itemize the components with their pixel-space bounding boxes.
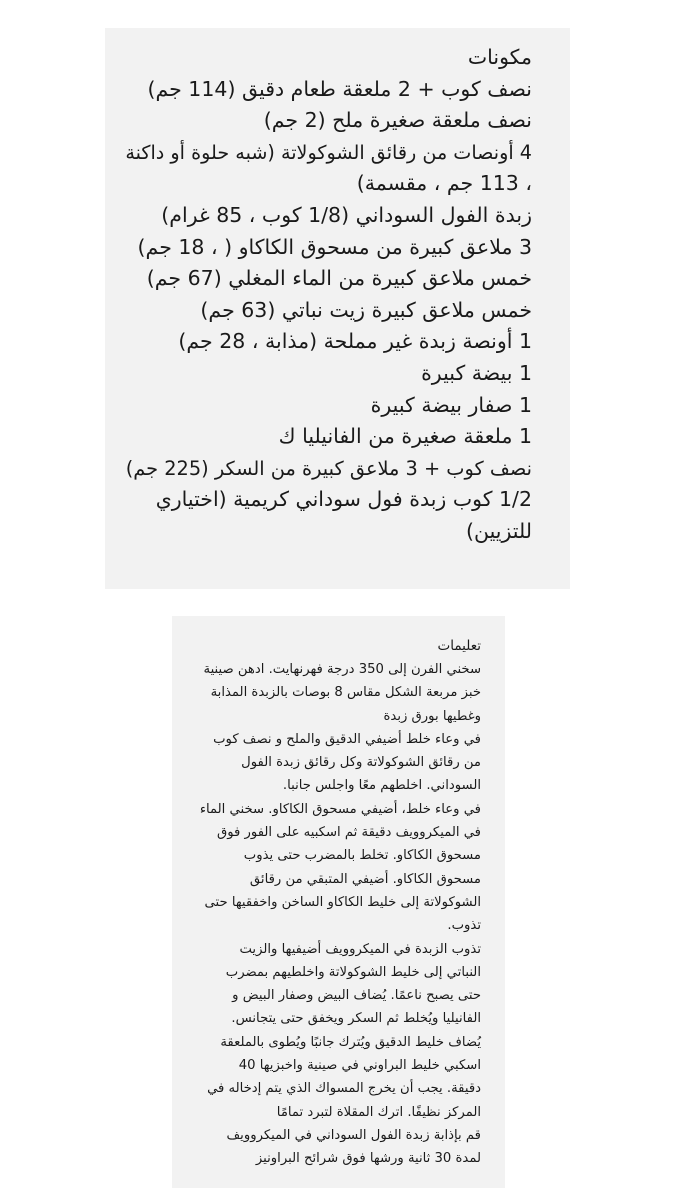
ingredient-line: زبدة الفول السوداني (1/8 كوب ، 85 غرام): [161, 202, 532, 227]
instruction-line: السوداني. اخلطهم معًا واجلس جانبا.: [282, 778, 481, 794]
ingredient-line: 1 ملعقة صغيرة من الفانيليا ك: [278, 424, 532, 449]
instructions-title: تعليمات: [437, 638, 481, 654]
ingredient-line: 1/2 كوب زبدة فول سوداني كريمية (اختياري: [155, 487, 532, 512]
instruction-line: حتى يصبح ناعمًا. يُضاف البيض وصفار البيض و: [232, 988, 481, 1004]
instruction-line: المركز نظيفًا. اترك المقلاة لتبرد تمامًا: [276, 1104, 481, 1120]
instruction-line: الشوكولاتة إلى خليط الكاكاو الساخن واخفقيها حتى: [204, 894, 481, 910]
instruction-line: من رقائق الشوكولاتة وكل رقائق زبدة الفول: [241, 755, 481, 771]
ingredient-line: 1 بيضة كبيرة: [421, 360, 532, 385]
instruction-line: في الميكروويف دقيقة ثم اسكبيه على الفور فوق: [216, 825, 481, 841]
ingredient-line: للتزيين): [465, 518, 532, 543]
instruction-line: مسحوق الكاكاو. تخلط بالمضرب حتى يذوب: [243, 848, 481, 864]
ingredient-line: نصف كوب + 2 ملعقة طعام دقيق (114 جم): [147, 76, 532, 101]
instruction-line: في وعاء خلط أضيفي الدقيق والملح و نصف كوب: [213, 731, 481, 747]
ingredient-line: خمس ملاعق كبيرة من الماء المغلي (67 جم): [146, 266, 532, 291]
ingredient-line: 3 ملاعق كبيرة من مسحوق الكاكاو ( ، 18 جم): [137, 234, 532, 259]
ingredient-line: 1 صفار بيضة كبيرة: [370, 392, 532, 417]
instruction-line: اسكبي خليط البراوني في صينية واخبزيها 40: [238, 1058, 481, 1074]
ingredients-title: مكونات: [467, 45, 532, 69]
instruction-line: وغطيها بورق زبدة: [383, 708, 481, 724]
instruction-line: قم بإذابة زبدة الفول السوداني في الميكروويف: [226, 1127, 481, 1143]
instructions-card: [172, 616, 505, 1188]
instruction-line: مسحوق الكاكاو. أضيفي المتبقي من رقائق: [249, 871, 481, 887]
instruction-line: الفانيليا ويُخلط ثم السكر ويخفق حتى يتجانس.: [231, 1011, 481, 1027]
instruction-line: خبز مربعة الشكل مقاس 8 بوصات بالزبدة المذابة: [210, 685, 481, 701]
ingredient-line: خمس ملاعق كبيرة زيت نباتي (63 جم): [200, 297, 532, 322]
ingredient-line: نصف كوب + 3 ملاعق كبيرة من السكر (225 جم): [125, 456, 532, 480]
ingredient-line: نصف ملعقة صغيرة ملح (2 جم): [263, 108, 532, 133]
instruction-line: سخني الفرن إلى 350 درجة فهرنهايت. ادهن صينية: [203, 662, 481, 677]
instruction-line: النباتي إلى خليط الشوكولاتة واخلطيهم بمضرب: [225, 964, 481, 980]
instruction-line: تذوب.: [447, 918, 481, 934]
ingredient-line: 4 أونصات من رقائق الشوكولاتة (شبه حلوة أو داكنة: [125, 140, 532, 164]
ingredient-line: 1 أونصة زبدة غير مملحة (مذابة ، 28 جم): [178, 329, 532, 354]
instruction-line: تذوب الزبدة في الميكروويف أضيفيها والزيت: [239, 941, 481, 957]
ingredients-card: [105, 28, 570, 589]
instruction-line: يُضاف خليط الدقيق ويُترك جانبًا ويُطوى بالملعقة: [220, 1034, 481, 1050]
instruction-line: دقيقة. يجب أن يخرج المسواك الذي يتم إدخاله في: [207, 1081, 481, 1097]
instruction-line: لمدة 30 ثانية ورشها فوق شرائح البراونيز: [255, 1151, 481, 1167]
instruction-line: في وعاء خلط، أضيفي مسحوق الكاكاو. سخني الماء: [199, 801, 481, 817]
ingredient-line: ، 113 جم ، مقسمة): [356, 171, 532, 196]
